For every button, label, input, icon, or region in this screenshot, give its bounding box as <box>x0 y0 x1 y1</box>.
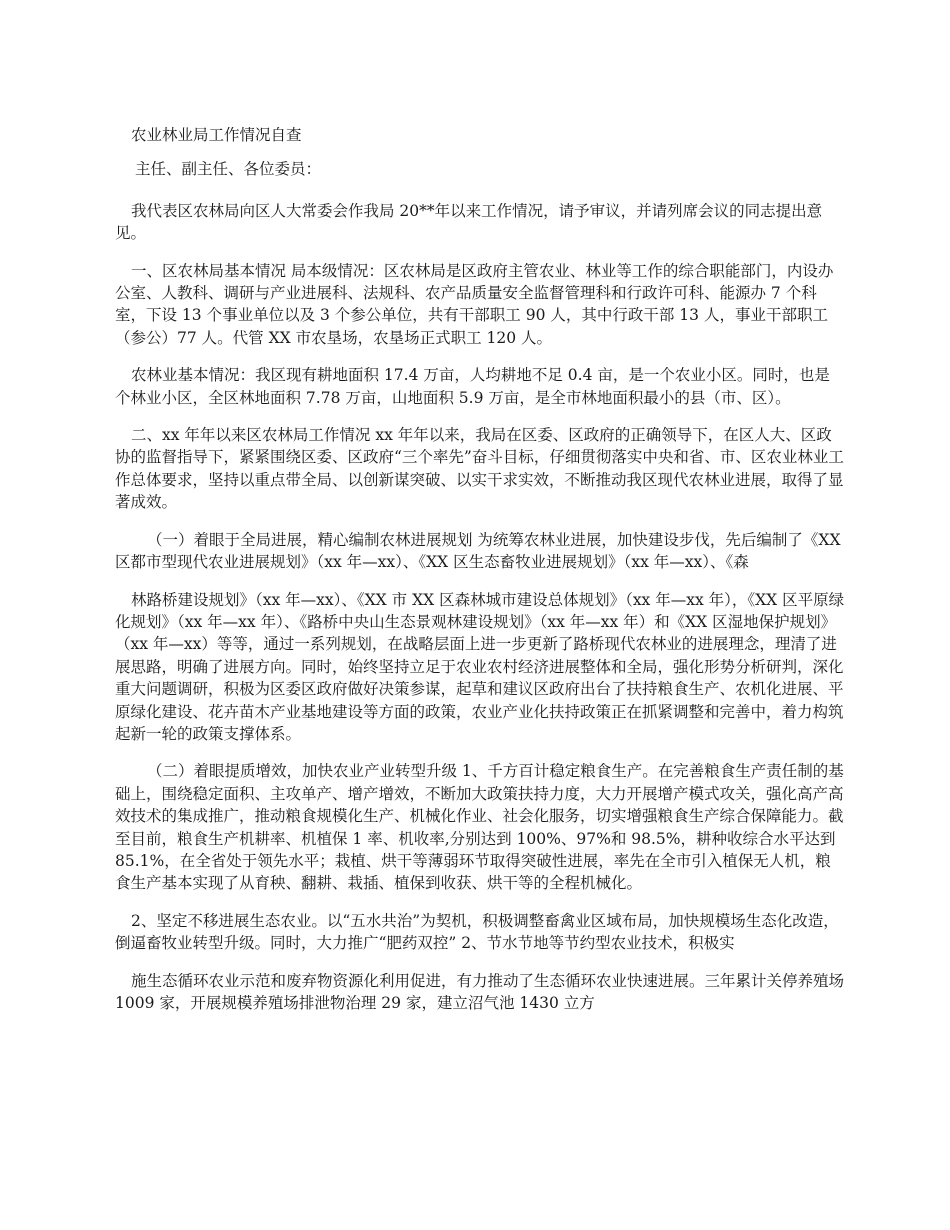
document-title: 农业林业局工作情况自查 <box>131 126 302 144</box>
paragraph-agroforestry-overview: 农林业基本情况：我区现有耕地面积 17.4 万亩，人均耕地不足 0.4 亩，是一个农业小区。同时，也是个林业小区，全区林地面积 7.78 万亩，山地面积 5.9 万亩，是全市林地面积最小的县（市、区）。 <box>115 366 830 407</box>
paragraph-ecological-agriculture: 2、坚定不移进展生态农业。以“五水共治”为契机，积极调整畜禽业区域布局，加快规模场生态化改造，倒逼畜牧业转型升级。同时，大力推广“肥药双控” 2、节水节地等节约型农业技术，积极实 <box>115 911 839 953</box>
paragraph-ecological-cycle: 施生态循环农业示范和废弃物资源化利用促进，有力推动了生态循环农业快速进展。三年累计关停养殖场 1009 家，开展规模养殖场排泄物治理 29 家，建立沼气池 1430 立方 <box>115 971 845 1012</box>
paragraph-work-since: 二、xx 年年以来区农林局工作情况 xx 年年以来，我局在区委、区政府的正确领导下，在区人大、区政协的监督指导下，紧紧围绕区委、区政府“三个率先”奋斗目标，仔细贯彻落实中央和省、市、区农业林业工作总体要求，坚持以重点带全局、以创新谋突破、以实干求实效，不断推动我区现代农林业进展，取得了显著成效。 <box>115 426 844 512</box>
paragraph-intro: 我代表区农林局向区人大常委会作我局 20**年以来工作情况，请予审议，并请列席会议的同志提出意见。 <box>115 201 823 243</box>
salutation: 主任、副主任、各位委员： <box>135 160 322 179</box>
paragraph-bureau-overview: 一、区农林局基本情况 局本级情况：区农林局是区政府主管农业、林业等工作的综合职能部门，内设办公室、人教科、调研与产业进展科、法规科、农产品质量安全监督管理科和行政许可科、能源办 7 个科室，下设 13 个事业单位以及 3 个参公单位，共有干部职工 90 人，其中行政干部 13 人，事业干部职工（参公）77 人。代管 XX 市农垦场，农垦场正式职工 120 人。 <box>115 261 834 347</box>
paragraph-planning: （一）着眼于全局进展，精心编制农林进展规划 为统筹农林业进展，加快建设步伐，先后编制了《XX 区都市型现代农业进展规划》（xx 年—xx）、《XX 区生态畜牧业进展规划》（xx 年—xx）、《森 <box>115 530 841 572</box>
paragraph-planning-continued: 林路桥建设规划》（xx 年—xx）、《XX 市 XX 区森林城市建设总体规划》（xx 年—xx 年），《XX 区平原绿化规划》（xx 年—xx 年）、《路桥中央山生态景观林建设规划》（xx 年—xx 年）和《XX 区湿地保护规划》（xx 年—xx）等等，通过一系列规划，在战略层面上进一步更新了路桥现代农林业的进展理念，理清了进展思路，明确了进展方向。同时，始终坚持立足于农业农村经济进展整体和全局，强化形势分析研判，深化重大问题调研，积极为区委区政府做好决策参谋，起草和建议区政府出台了扶持粮食生产、农机化进展、平原绿化建设、花卉苗木产业基地建设等方面的政策，农业产业化扶持政策正在抓紧调整和完善中，着力构筑起新一轮的政策支撑体系。 <box>115 590 845 743</box>
document-page <box>115 124 845 1029</box>
paragraph-grain-production: （二）着眼提质增效，加快农业产业转型升级 1、千方百计稳定粮食生产。在完善粮食生产责任制的基础上，围绕稳定面积、主攻单产、增产增效，不断加大政策扶持力度，大力开展增产模式攻关，强化高产高效技术的集成推广，推动粮食规模化生产、机械化作业、社会化服务，切实增强粮食生产综合保障能力。截至目前，粮食生产机耕率、机植保 1 率、机收率,分别达到 100%、97%和 98.5%，耕种收综合水平达到 85.1%，在全省处于领先水平；栽植、烘干等薄弱环节取得突破性进展，率先在全市引入植保无人机，粮食生产基本实现了从育秧、翻耕、栽插、植保到收获、烘干等的全程机械化。 <box>115 762 844 893</box>
